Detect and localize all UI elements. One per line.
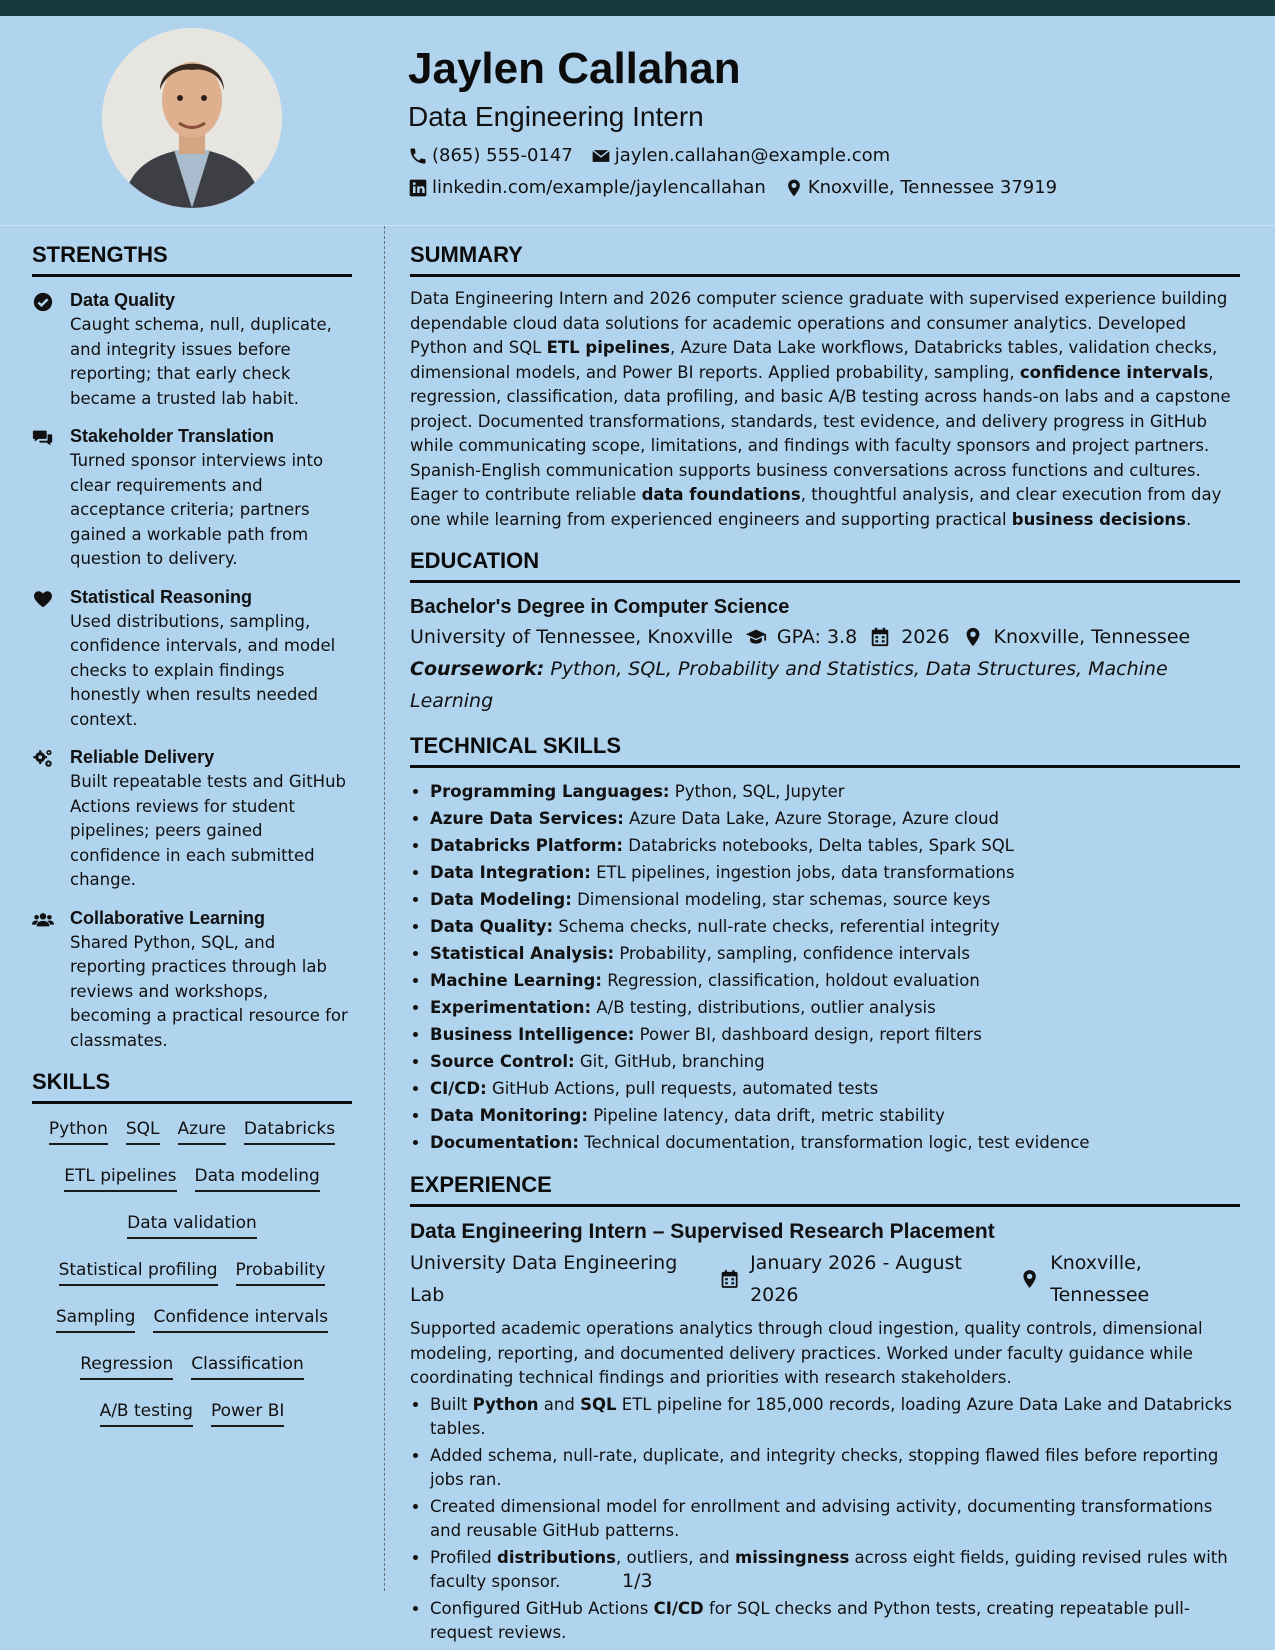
phone-icon	[408, 146, 428, 166]
list-item	[430, 967, 1240, 994]
list-item	[430, 1495, 1240, 1544]
skill-label: Data Quality:	[430, 917, 554, 936]
phone-contact[interactable]	[408, 140, 573, 172]
skill-chip: Data validation	[127, 1210, 257, 1239]
strengths-rule	[32, 274, 352, 277]
list-item	[430, 1393, 1240, 1442]
bullet-emphasis: missingness	[735, 1547, 850, 1567]
skill-value: Dimensional modeling, star schemas, source keys	[577, 890, 991, 909]
contact-row-1	[408, 140, 1228, 172]
list-item	[430, 913, 1240, 940]
users-icon	[32, 909, 54, 931]
skill-chip: Probability	[236, 1257, 326, 1286]
coursework-list: Python, SQL, Probability and Statistics, Data Structures, Machine Learning	[410, 658, 1168, 712]
summary-text: , thoughtful analysis, and clear execution from day one while learning from experienced engineers and supporting practical	[410, 485, 1222, 529]
bullet-text: for SQL checks and Python tests, creating repeatable pull-request reviews.	[430, 1598, 1190, 1642]
graduation-year: 2026	[901, 626, 950, 648]
summary-text: Data Engineering Intern and 2026 computer science graduate with supervised experience building dependable cloud data solutions for academic operations and consumer analytics. Developed Python and SQL	[410, 289, 1228, 357]
bullet-text: Created dimensional model for enrollment and advising activity, documenting transformations and reusable GitHub patterns.	[430, 1496, 1213, 1540]
skill-chip: Classification	[191, 1351, 303, 1380]
skill-value: Databricks notebooks, Delta tables, Spark SQL	[628, 836, 1014, 855]
job-location: Knoxville, Tennessee	[1050, 1252, 1150, 1306]
school-name: University of Tennessee, Knoxville	[410, 626, 733, 648]
bullet-text: Added schema, null-rate, duplicate, and integrity checks, stopping flawed files before reporting jobs ran.	[430, 1445, 1219, 1489]
email-contact[interactable]	[591, 140, 890, 172]
list-item	[430, 805, 1240, 832]
skill-value: Power BI, dashboard design, report filters	[639, 1025, 982, 1044]
strength-item	[32, 905, 352, 1054]
calendar-icon	[719, 1268, 740, 1290]
list-item	[430, 940, 1240, 967]
coursework-label: Coursework:	[410, 658, 545, 680]
skill-label: Data Monitoring:	[430, 1106, 588, 1125]
column-divider	[384, 226, 385, 1591]
technical-skills-list	[410, 778, 1240, 1156]
strength-title: Statistical Reasoning	[70, 586, 253, 607]
bullet-text: Built	[430, 1394, 473, 1414]
skill-value: A/B testing, distributions, outlier analysis	[596, 998, 936, 1017]
list-item	[430, 778, 1240, 805]
skill-label: Source Control:	[430, 1052, 575, 1071]
skill-label: Machine Learning:	[430, 971, 602, 990]
skill-chip: Azure	[178, 1116, 226, 1145]
check-circle-icon	[32, 291, 54, 313]
education-heading: EDUCATION	[410, 548, 540, 573]
linkedin-contact[interactable]	[408, 172, 766, 204]
profile-photo	[102, 28, 282, 208]
strength-item	[32, 287, 352, 411]
list-item	[430, 1546, 1240, 1595]
list-item	[430, 859, 1240, 886]
skill-label: CI/CD:	[430, 1079, 487, 1098]
skills-rule	[32, 1101, 352, 1104]
list-item	[430, 1075, 1240, 1102]
summary-text: .	[1185, 509, 1192, 529]
skills-list	[32, 1114, 352, 1443]
technical-skills-heading: TECHNICAL SKILLS	[410, 733, 622, 758]
list-item	[430, 1021, 1240, 1048]
contact-row-2	[408, 172, 1228, 204]
summary-text: , regression, classification, data profiling, and basic A/B testing across hands-on labs and a capstone project. Documented transformations, standards, test evidence, and delivery progress in GitHub while communicating scope, limitations, and findings with faculty sponsors and project partners. Spanish-English communication supports business conversations across functions and cultures. Eager to contribute reliable	[410, 362, 1231, 504]
list-item	[430, 994, 1240, 1021]
job-details	[410, 1247, 1240, 1311]
skill-label: Documentation:	[430, 1133, 579, 1152]
skill-value: Git, GitHub, branching	[579, 1052, 765, 1071]
skill-value: Technical documentation, transformation logic, test evidence	[584, 1133, 1090, 1152]
skill-chip: Databricks	[244, 1116, 335, 1145]
list-item	[430, 1102, 1240, 1129]
skill-chip: Statistical profiling	[59, 1257, 218, 1286]
skill-value: ETL pipelines, ingestion jobs, data transformations	[596, 863, 1015, 882]
bullet-text: across eight fields, guiding revised rules with faculty sponsor.	[430, 1547, 1228, 1591]
strength-text: Turned sponsor interviews into clear requirements and acceptance criteria; partners gained a workable path from question to delivery.	[70, 451, 324, 568]
right-column	[410, 238, 1240, 1648]
map-marker-icon	[1019, 1268, 1040, 1290]
strength-text: Shared Python, SQL, and reporting practices through lab reviews and workshops, becoming a practical resource for classmates.	[70, 932, 348, 1050]
skill-label: Data Modeling:	[430, 890, 572, 909]
skill-chip: Python	[49, 1116, 108, 1145]
strength-item	[32, 744, 352, 893]
organization-name: University Data Engineering Lab	[410, 1252, 678, 1306]
skill-label: Azure Data Services:	[430, 809, 624, 828]
technical-skills-rule	[410, 765, 1240, 768]
skill-label: Databricks Platform:	[430, 836, 623, 855]
skill-label: Experimentation:	[430, 998, 592, 1017]
strength-item	[32, 423, 352, 572]
experience-bullets	[410, 1393, 1240, 1646]
bullet-text: , outliers, and	[616, 1547, 736, 1567]
heart-icon	[32, 588, 54, 610]
list-item	[430, 1129, 1240, 1156]
gpa-text: GPA: 3.8	[776, 626, 858, 648]
bullet-emphasis: SQL	[580, 1394, 617, 1414]
calendar-icon	[869, 626, 891, 648]
strength-title: Collaborative Learning	[70, 907, 266, 928]
job-description: Supported academic operations analytics through cloud ingestion, quality controls, dimensional modeling, reporting, and documented delivery practices. Worked under faculty guidance while coordinating technical findings and priorities with research stakeholders.	[410, 1319, 1203, 1387]
skill-chip: Confidence intervals	[153, 1304, 328, 1333]
summary-emphasis: confidence intervals	[1019, 362, 1209, 382]
candidate-name: Jaylen Callahan	[408, 44, 741, 93]
bullet-text: Profiled	[430, 1547, 498, 1567]
experience-rule	[410, 1204, 1240, 1207]
bullet-text: ETL pipeline for 185,000 records, loading Azure Data Lake and Databricks tables.	[430, 1394, 1232, 1438]
location-text: Knoxville, Tennessee 37919	[807, 177, 1058, 198]
list-item	[430, 832, 1240, 859]
location-contact	[784, 172, 1057, 204]
skill-label: Data Integration:	[430, 863, 591, 882]
skill-chip: Data modeling	[195, 1163, 320, 1192]
bullet-emphasis: CI/CD	[653, 1598, 704, 1618]
phone-text: (865) 555-0147	[432, 145, 573, 166]
skill-value: Regression, classification, holdout evaluation	[607, 971, 980, 990]
skill-value: Schema checks, null-rate checks, referential integrity	[558, 917, 1000, 936]
list-item	[430, 1444, 1240, 1493]
skill-label: Programming Languages:	[430, 782, 670, 801]
comments-icon	[32, 427, 54, 449]
list-item	[430, 1048, 1240, 1075]
skill-value: Azure Data Lake, Azure Storage, Azure cloud	[629, 809, 1000, 828]
summary-rule	[410, 274, 1240, 277]
list-item	[430, 1597, 1240, 1646]
skill-chip: A/B testing	[100, 1398, 193, 1427]
skill-chip: ETL pipelines	[64, 1163, 176, 1192]
skill-chip: SQL	[126, 1116, 160, 1145]
strength-title: Data Quality	[70, 290, 176, 310]
list-item	[430, 886, 1240, 913]
gears-icon	[32, 748, 54, 770]
strengths-heading: STRENGTHS	[32, 242, 168, 267]
map-marker-icon	[962, 626, 984, 648]
summary-paragraph	[410, 287, 1240, 532]
email-text: jaylen.callahan@example.com	[614, 145, 891, 166]
skill-chip: Power BI	[211, 1398, 284, 1427]
strength-title: Stakeholder Translation	[70, 426, 275, 446]
job-title: Data Engineering Intern – Supervised Research Placement	[410, 1220, 995, 1243]
skill-value: Pipeline latency, data drift, metric stability	[593, 1106, 945, 1125]
header-divider	[0, 225, 1275, 226]
linkedin-text: linkedin.com/example/jaylencallahan	[432, 177, 766, 198]
strength-title: Reliable Delivery	[70, 747, 215, 767]
linkedin-icon	[408, 178, 428, 198]
candidate-title: Data Engineering Intern	[408, 101, 704, 132]
bullet-text: Configured GitHub Actions	[430, 1598, 654, 1618]
top-accent-bar	[0, 0, 1275, 16]
skill-label: Statistical Analysis:	[430, 944, 615, 963]
bullet-text: and	[538, 1394, 581, 1414]
strength-text: Used distributions, sampling, confidence intervals, and model checks to explain findings honestly when results needed context.	[70, 611, 336, 729]
skill-chip: Regression	[80, 1351, 173, 1380]
summary-heading: SUMMARY	[410, 242, 523, 267]
resume-header	[408, 40, 1228, 204]
skill-chip: Sampling	[56, 1304, 136, 1333]
map-marker-icon	[784, 178, 804, 198]
education-rule	[410, 580, 1240, 583]
envelope-icon	[591, 146, 611, 166]
strength-text: Built repeatable tests and GitHub Actions reviews for student pipelines; peers gained confidence in each submitted change.	[70, 772, 346, 889]
skill-label: Business Intelligence:	[430, 1025, 635, 1044]
skill-value: Probability, sampling, confidence intervals	[619, 944, 970, 963]
strength-item	[32, 584, 352, 733]
experience-heading: EXPERIENCE	[410, 1172, 552, 1197]
education-location: Knoxville, Tennessee	[993, 626, 1191, 648]
skill-value: Python, SQL, Jupyter	[674, 782, 845, 801]
bullet-emphasis: Python	[472, 1394, 539, 1414]
strength-text: Caught schema, null, duplicate, and integrity issues before reporting; that early check became a trusted lab habit.	[70, 315, 332, 408]
degree-title: Bachelor's Degree in Computer Science	[410, 596, 790, 618]
page-number: 1/3	[622, 1570, 653, 1592]
summary-text: , Azure Data Lake workflows, Databricks tables, validation checks, dimensional models, and Power BI reports. Applied probability, sampling,	[410, 338, 1218, 382]
job-dates: January 2026 - August 2026	[750, 1252, 962, 1306]
summary-emphasis: data foundations	[641, 485, 801, 504]
summary-emphasis: ETL pipelines	[546, 338, 670, 357]
skill-value: GitHub Actions, pull requests, automated tests	[491, 1079, 879, 1098]
graduation-cap-icon	[745, 626, 767, 648]
summary-emphasis: business decisions	[1011, 509, 1186, 529]
left-column	[32, 238, 352, 1443]
skills-heading: SKILLS	[32, 1069, 111, 1094]
coursework-line	[410, 653, 1240, 717]
education-details	[410, 621, 1240, 653]
bullet-emphasis: distributions	[497, 1547, 617, 1567]
